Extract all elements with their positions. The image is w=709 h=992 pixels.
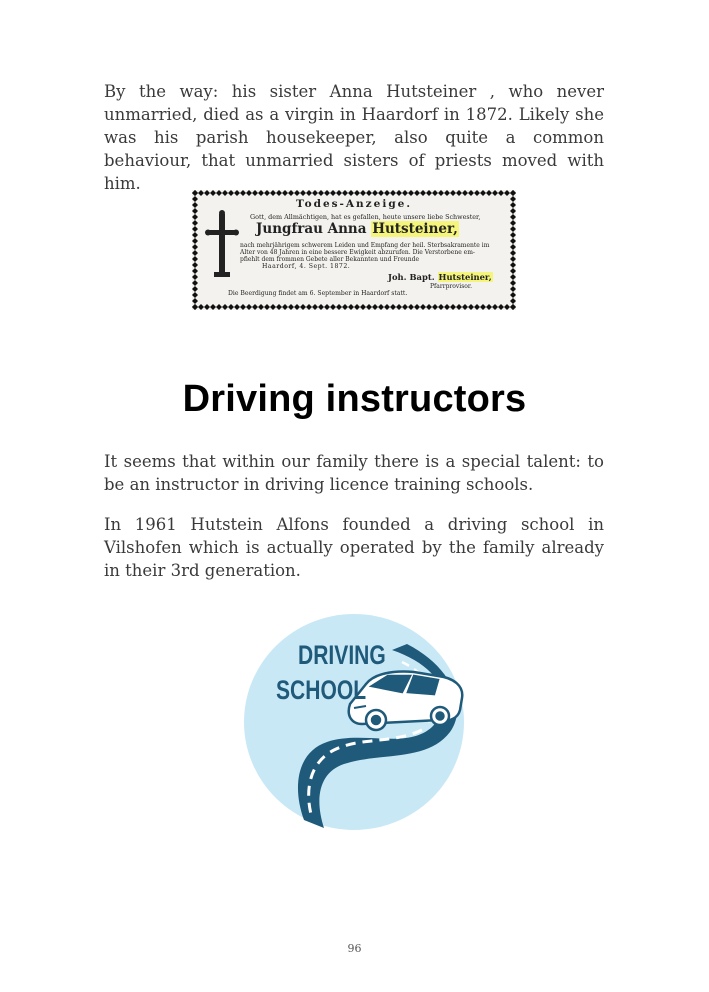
notice-line: Gott, dem Allmächtigen, hat es gefallen, heute unsere liebe Schwester, [250,213,481,221]
logo-text-driving: DRIVING [298,640,386,670]
notice-sign-prefix: Joh. Bapt. [388,272,438,282]
notice-title: Todes-Anzeige. [296,198,412,210]
cross-icon [205,210,239,277]
logo-text-school: SCHOOL [276,675,367,705]
notice-body-line: Alter von 48 Jahren in eine bessere Ewigkeit abzurufen. Die Verstorbene em- [240,249,475,256]
notice-body-line: pfiehlt dem frommen Gebete aller Bekannten und Freunde [240,256,420,263]
driving-school-logo [242,612,468,832]
section-heading: Driving instructors [182,378,527,420]
page-number: 96 [347,942,362,955]
notice-place-date: Haardorf, 4. Sept. 1872. [262,263,351,270]
notice-sign-highlight: Hutsteiner, [438,272,492,282]
paragraph-anna-hutsteiner: By the way: his sister Anna Hutsteiner , who never unmarried, died as a virgin in Haardorf in 1872. Likely she was his parish housekeeper, also quite a common behaviour, that unmarried sisters of priests moved with him. [104,82,604,193]
paragraph-special-talent: It seems that within our family there is a special talent: to be an instructor in driving licence training schools. [104,452,604,494]
notice-name-highlight: Hutsteiner, [372,221,458,237]
notice-name-prefix: Jungfrau Anna [256,221,372,237]
paragraph-driving-school: In 1961 Hutstein Alfons founded a driving school in Vilshofen which is actually operated by the family already in their 3rd generation. [104,515,604,580]
notice-sign-role: Pfarrprovisor. [430,283,473,290]
notice-signature [388,272,493,282]
notice-body-line: nach mehrjährigem schwerem Leiden und Empfang der heil. Sterbsakramente im [240,242,490,249]
notice-burial-line: Die Beerdigung findet am 6. September in Haardorf statt. [228,290,408,297]
notice-name [256,221,459,237]
death-notice-clipping [192,190,516,310]
